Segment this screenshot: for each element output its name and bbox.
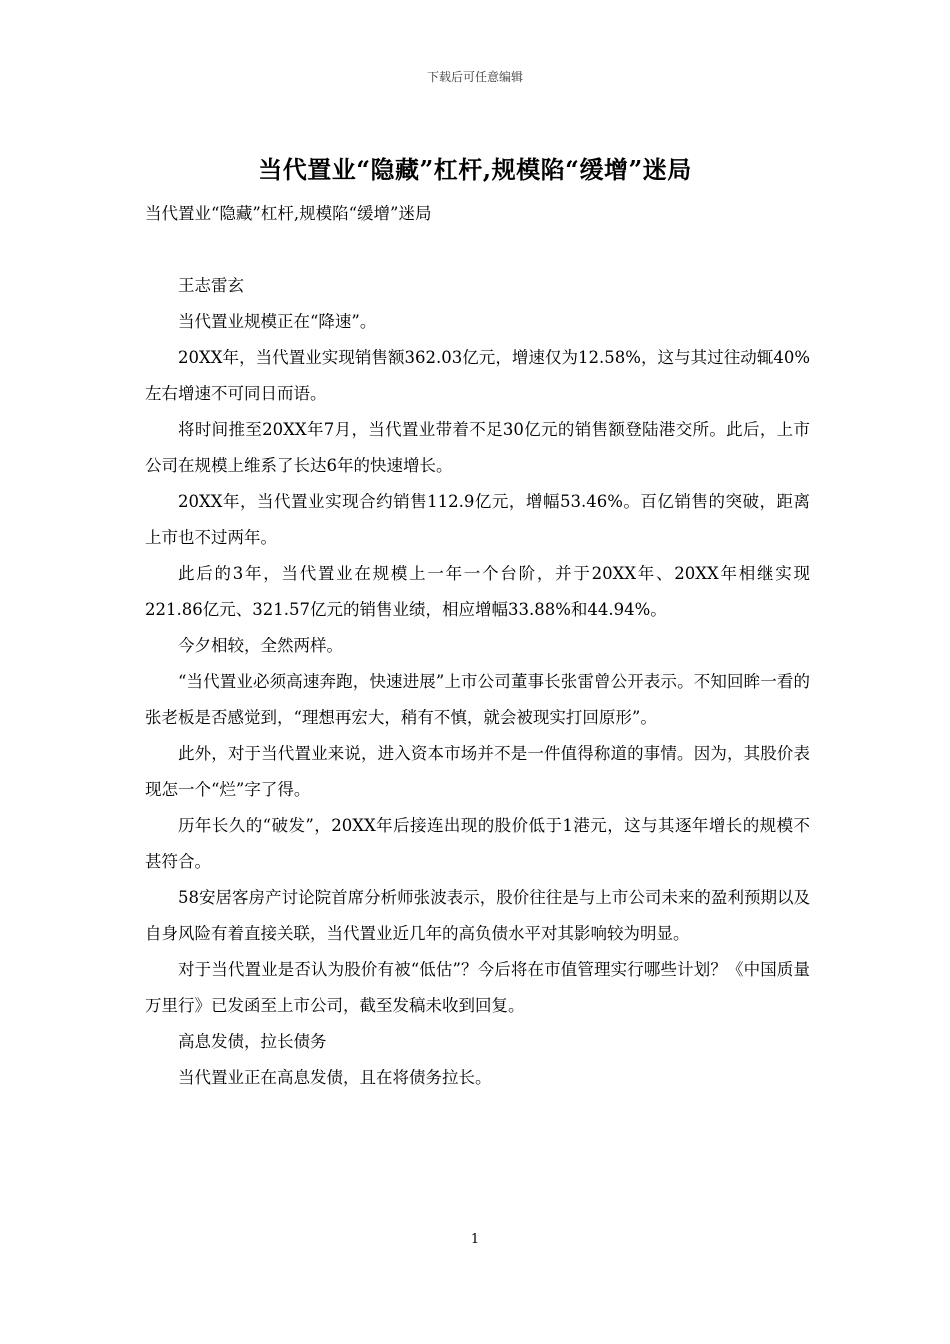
- paragraph: 20XX年，当代置业实现合约销售112.9亿元，增幅53.46%。百亿销售的突破，距离上市也不过两年。: [145, 492, 810, 547]
- document-title: 当代置业“隐藏”杠杆,规模陷“缓增”迷局: [258, 155, 692, 184]
- section-heading: 高息发债，拉长债务: [178, 1032, 327, 1051]
- author-line: 王志雷玄: [178, 276, 244, 295]
- header-note: 下载后可任意编辑: [426, 70, 523, 84]
- paragraph: 将时间推至20XX年7月，当代置业带着不足30亿元的销售额登陆港交所。此后，上市公司在规模上维系了长达6年的快速增长。: [145, 420, 810, 475]
- paragraph: 58安居客房产讨论院首席分析师张波表示，股价往往是与上市公司未来的盈利预期以及自身风险有着直接关联，当代置业近几年的高负债水平对其影响较为明显。: [145, 888, 810, 943]
- page-number: 1: [470, 1232, 480, 1247]
- document-body: [145, 196, 810, 1096]
- paragraph: “当代置业必须高速奔跑，快速进展”上市公司董事长张雷曾公开表示。不知回眸一看的张老板是否感觉到，“理想再宏大，稍有不慎，就会被现实打回原形”。: [145, 672, 810, 727]
- paragraph: 今夕相较，全然两样。: [178, 636, 343, 655]
- paragraph: 对于当代置业是否认为股价有被“低估”？今后将在市值管理实行哪些计划？《中国质量万里行》已发函至上市公司，截至发稿未收到回复。: [145, 960, 810, 1015]
- paragraph: 当代置业正在高息发债，且在将债务拉长。: [178, 1068, 492, 1087]
- paragraph: 此后的3年，当代置业在规模上一年一个台阶，并于20XX年、20XX年相继实现221.86亿元、321.57亿元的销售业绩，相应增幅33.88%和44.94%。: [145, 564, 810, 619]
- paragraph: 此外，对于当代置业来说，进入资本市场并不是一件值得称道的事情。因为，其股价表现怎一个“烂”字了得。: [145, 744, 810, 799]
- document-subtitle: 当代置业“隐藏”杠杆,规模陷“缓增”迷局: [145, 204, 432, 223]
- paragraph: 20XX年，当代置业实现销售额362.03亿元，增速仅为12.58%，这与其过往动辄40%左右增速不可同日而语。: [145, 348, 810, 403]
- paragraph: 历年长久的“破发”，20XX年后接连出现的股价低于1港元，这与其逐年增长的规模不甚符合。: [145, 816, 810, 871]
- paragraph: 当代置业规模正在“降速”。: [178, 312, 377, 331]
